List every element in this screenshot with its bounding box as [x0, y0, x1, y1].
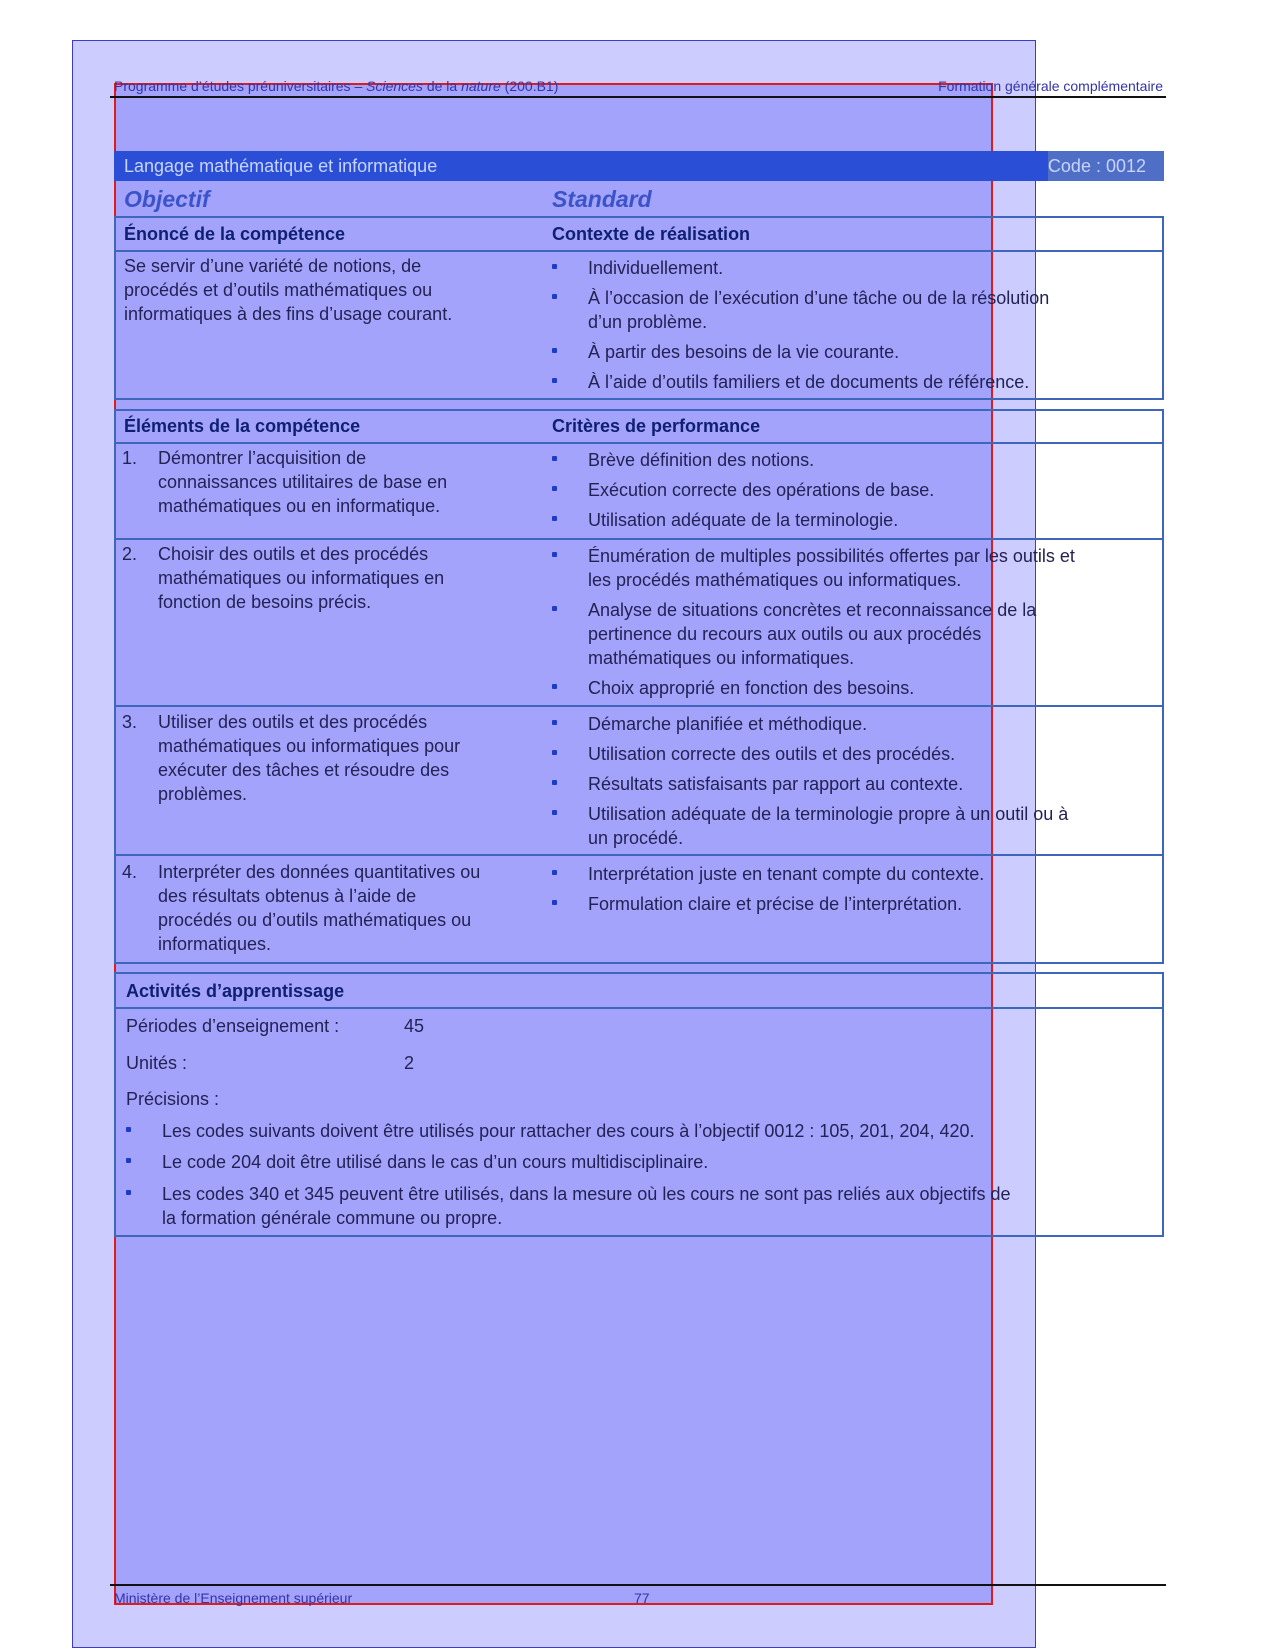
critere-item: pertinence du recours aux outils ou aux procédés	[588, 624, 982, 644]
header-italic-sciences: Sciences	[366, 78, 423, 94]
contexte-item: À l’occasion de l’exécution d’une tâche ou de la résolution	[588, 288, 1050, 308]
enonce-header: Énoncé de la compétence	[124, 224, 346, 244]
element-line: Interpréter des données quantitatives ou	[158, 862, 481, 882]
bullet-icon	[126, 1190, 131, 1195]
header-rule	[110, 96, 1166, 98]
element-number: 4.	[122, 862, 138, 882]
bullet-icon	[126, 1127, 131, 1132]
bullet-icon	[552, 870, 557, 875]
element-number: 3.	[122, 712, 138, 732]
bullet-icon	[552, 750, 557, 755]
header-suffix: (200.B1)	[500, 78, 559, 94]
critere-item: Utilisation correcte des outils et des procédés.	[588, 744, 956, 764]
activites-header: Activités d’apprentissage	[126, 981, 345, 1001]
bullet-icon	[552, 264, 557, 269]
contexte-item: Individuellement.	[588, 258, 724, 278]
criteres-header: Critères de performance	[552, 416, 761, 436]
footer-rule	[110, 1584, 1166, 1586]
bullet-icon	[552, 516, 557, 521]
bullet-icon	[126, 1158, 131, 1163]
element-line: des résultats obtenus à l’aide de	[158, 886, 417, 906]
course-code: Code : 0012	[1047, 156, 1146, 176]
critere-item: Choix approprié en fonction des besoins.	[588, 678, 915, 698]
activites-header-rule	[116, 1007, 1162, 1009]
element-line: Choisir des outils et des procédés	[158, 544, 429, 564]
element-line: Démontrer l’acquisition de	[158, 448, 367, 468]
contexte-header: Contexte de réalisation	[552, 224, 751, 244]
contexte-item: À l’aide d’outils familiers et de documents de référence.	[588, 372, 1030, 392]
elements-header-rule	[116, 442, 1162, 444]
precision-item: Les codes 340 et 345 peuvent être utilisés, dans la mesure où les cours ne sont pas reliés aux objectifs de	[162, 1184, 1011, 1204]
critere-item: Analyse de situations concrètes et reconnaissance de la	[588, 600, 1037, 620]
precisions-label: Précisions :	[126, 1089, 220, 1109]
bullet-icon	[552, 486, 557, 491]
header-prefix: Programme d’études préuniversitaires –	[114, 78, 367, 94]
bullet-icon	[552, 552, 557, 557]
critere-item: Interprétation juste en tenant compte du contexte.	[588, 864, 985, 884]
bullet-icon	[552, 348, 557, 353]
bullet-icon	[552, 900, 557, 905]
bullet-icon	[552, 456, 557, 461]
element-line: procédés ou d’outils mathématiques ou	[158, 910, 472, 930]
enonce-line: procédés et d’outils mathématiques ou	[124, 280, 433, 300]
bullet-icon	[552, 684, 557, 689]
element-line: connaissances utilitaires de base en	[158, 472, 448, 492]
unites-label: Unités :	[126, 1053, 188, 1073]
header-mid: de la	[422, 78, 462, 94]
element-line: mathématiques ou en informatique.	[158, 496, 441, 516]
objectif-label: Objectif	[124, 186, 210, 212]
element-line: mathématiques ou informatiques pour	[158, 736, 461, 756]
precision-item: la formation générale commune ou propre.	[162, 1208, 503, 1228]
critere-item: Résultats satisfaisants par rapport au contexte.	[588, 774, 964, 794]
element-line: problèmes.	[158, 784, 248, 804]
bullet-icon	[552, 606, 557, 611]
title-bar	[114, 151, 1164, 181]
element-line: informatiques.	[158, 934, 272, 954]
header-italic-nature: nature	[461, 78, 501, 94]
enonce-line: Se servir d’une variété de notions, de	[124, 256, 422, 276]
page-number: 77	[634, 1590, 650, 1606]
enonce-line: informatiques à des fins d’usage courant.	[124, 304, 453, 324]
contexte-item: d’un problème.	[588, 312, 708, 332]
element-number: 2.	[122, 544, 138, 564]
unites-value: 2	[404, 1053, 415, 1073]
element-line: Utiliser des outils et des procédés	[158, 712, 428, 732]
critere-item: Démarche planifiée et méthodique.	[588, 714, 868, 734]
critere-item: les procédés mathématiques ou informatiques.	[588, 570, 962, 590]
course-title: Langage mathématique et informatique	[124, 156, 438, 176]
footer-ministry: Ministère de l’Enseignement supérieur	[114, 1590, 353, 1606]
row-rule	[116, 538, 1162, 540]
bullet-icon	[552, 720, 557, 725]
critere-item: Utilisation adéquate de la terminologie propre à un outil ou à	[588, 804, 1069, 824]
element-line: fonction de besoins précis.	[158, 592, 372, 612]
bullet-icon	[552, 810, 557, 815]
bullet-icon	[552, 294, 557, 299]
critere-item: un procédé.	[588, 828, 684, 848]
critere-item: Brève définition des notions.	[588, 450, 815, 470]
periodes-label: Périodes d’enseignement :	[126, 1016, 340, 1036]
critere-item: Énumération de multiples possibilités offertes par les outils et	[588, 546, 1075, 566]
critere-item: Utilisation adéquate de la terminologie.	[588, 510, 899, 530]
elements-header: Éléments de la compétence	[124, 416, 361, 436]
critere-item: Exécution correcte des opérations de base.	[588, 480, 935, 500]
running-header-left	[114, 78, 558, 94]
precision-item: Le code 204 doit être utilisé dans le cas d’un cours multidisciplinaire.	[162, 1152, 709, 1172]
element-line: mathématiques ou informatiques en	[158, 568, 445, 588]
standard-label: Standard	[552, 186, 652, 212]
row-rule	[116, 854, 1162, 856]
bullet-icon	[552, 780, 557, 785]
running-header-right: Formation générale complémentaire	[938, 78, 1163, 94]
bullet-icon	[552, 378, 557, 383]
critere-item: mathématiques ou informatiques.	[588, 648, 855, 668]
periodes-value: 45	[404, 1016, 425, 1036]
element-line: exécuter des tâches et résoudre des	[158, 760, 450, 780]
precision-item: Les codes suivants doivent être utilisés pour rattacher des cours à l’objectif 0012 : 105, 201, 204, 420.	[162, 1121, 975, 1141]
contexte-item: À partir des besoins de la vie courante.	[588, 342, 900, 362]
row-rule	[116, 705, 1162, 707]
element-number: 1.	[122, 448, 138, 468]
competence-header-rule	[116, 250, 1162, 252]
critere-item: Formulation claire et précise de l’interprétation.	[588, 894, 963, 914]
